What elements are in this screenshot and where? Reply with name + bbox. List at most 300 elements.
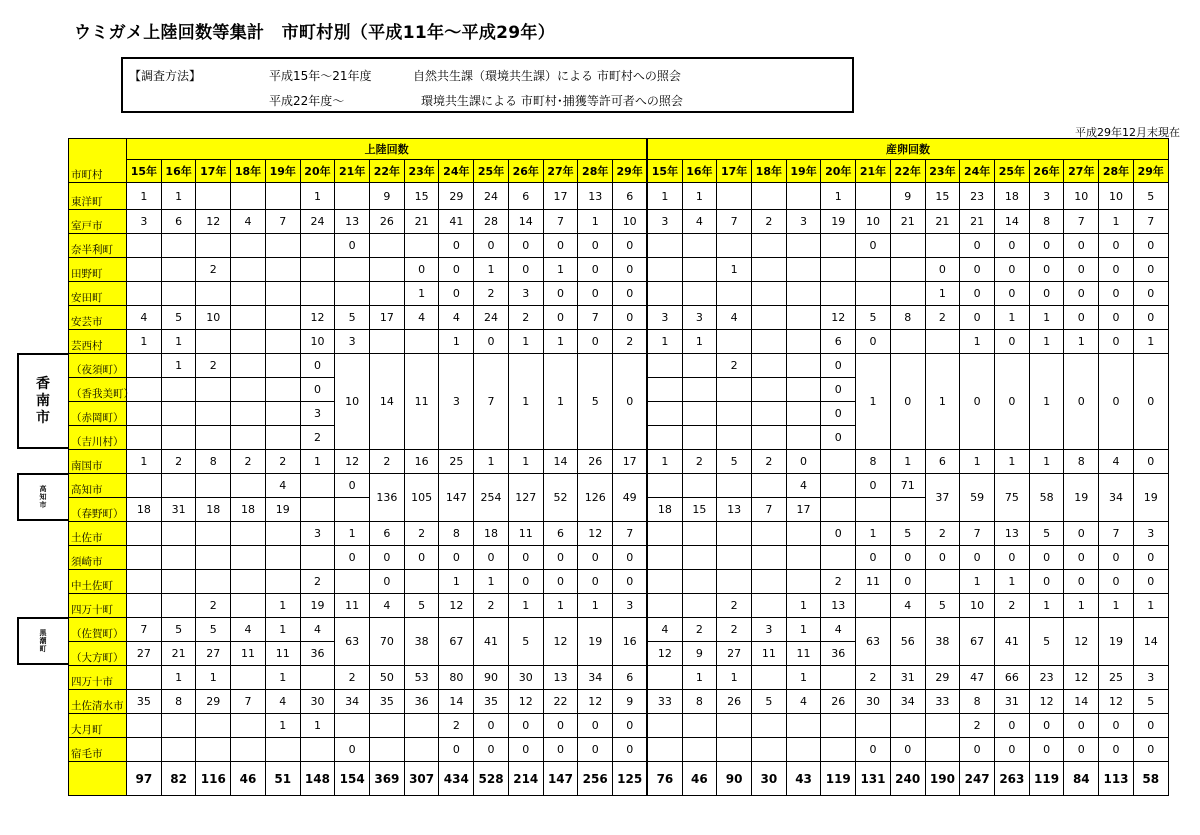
data-cell	[647, 234, 682, 258]
data-cell: 0	[508, 570, 543, 594]
data-cell	[231, 474, 266, 498]
data-cell: 2	[613, 330, 648, 354]
data-cell: 27	[717, 642, 752, 666]
data-cell: 1	[508, 450, 543, 474]
total-cell: 154	[335, 762, 370, 796]
data-cell: 7	[1099, 522, 1134, 546]
data-cell: 9	[370, 183, 405, 210]
municipality-name: 南国市	[69, 450, 127, 474]
data-cell	[717, 714, 752, 738]
data-cell	[196, 426, 231, 450]
group-label: 黒潮町	[39, 629, 47, 653]
data-cell: 0	[300, 354, 335, 378]
data-cell: 1	[1133, 330, 1168, 354]
data-cell: 12	[647, 642, 682, 666]
data-cell: 0	[578, 282, 613, 306]
data-cell: 2	[682, 618, 717, 642]
data-cell: 0	[995, 258, 1030, 282]
data-cell: 59	[960, 474, 995, 522]
data-cell: 7	[1064, 210, 1099, 234]
data-cell: 4	[370, 594, 405, 618]
data-cell	[751, 258, 786, 282]
data-cell: 10	[1064, 183, 1099, 210]
data-cell	[717, 234, 752, 258]
year-header: 28年	[578, 160, 613, 183]
data-cell	[265, 522, 300, 546]
year-header: 25年	[474, 160, 509, 183]
data-cell: 25	[1099, 666, 1134, 690]
data-cell: 0	[613, 570, 648, 594]
year-header: 17年	[717, 160, 752, 183]
year-header: 24年	[960, 160, 995, 183]
data-cell: 28	[474, 210, 509, 234]
data-cell: 7	[717, 210, 752, 234]
data-cell: 0	[1064, 570, 1099, 594]
data-cell: 29	[925, 666, 960, 690]
data-cell	[682, 570, 717, 594]
method-box	[121, 57, 854, 113]
data-cell	[751, 234, 786, 258]
data-cell: 24	[474, 183, 509, 210]
data-cell: 0	[925, 546, 960, 570]
table-row	[69, 330, 1169, 354]
municipality-name: 四万十市	[69, 666, 127, 690]
data-cell	[647, 594, 682, 618]
data-cell: 1	[647, 450, 682, 474]
data-cell	[647, 738, 682, 762]
data-cell	[647, 666, 682, 690]
table-row	[69, 570, 1169, 594]
data-cell	[647, 354, 682, 378]
data-cell	[751, 474, 786, 498]
total-cell: 528	[474, 762, 509, 796]
data-cell	[751, 738, 786, 762]
year-header: 15年	[647, 160, 682, 183]
data-cell: 4	[890, 594, 925, 618]
data-cell: 0	[995, 354, 1030, 450]
data-cell: 0	[1099, 546, 1134, 570]
data-cell: 2	[196, 594, 231, 618]
data-cell	[231, 426, 266, 450]
data-cell: 0	[1099, 258, 1134, 282]
data-cell: 0	[1099, 570, 1134, 594]
data-cell: 1	[821, 183, 856, 210]
data-cell: 1	[647, 330, 682, 354]
year-header: 16年	[161, 160, 196, 183]
data-cell	[231, 714, 266, 738]
data-cell: 19	[578, 618, 613, 666]
data-cell	[300, 474, 335, 498]
table-row	[69, 183, 1169, 210]
municipality-name: 安田町	[69, 282, 127, 306]
data-cell: 41	[474, 618, 509, 666]
data-cell: 7	[127, 618, 162, 642]
data-cell: 14	[995, 210, 1030, 234]
data-cell: 0	[1064, 306, 1099, 330]
year-header: 20年	[300, 160, 335, 183]
data-cell: 8	[856, 450, 891, 474]
data-cell	[231, 282, 266, 306]
municipality-name: 芸西村	[69, 330, 127, 354]
total-cell: 90	[717, 762, 752, 796]
data-cell: 14	[1133, 618, 1168, 666]
data-cell	[925, 570, 960, 594]
total-cell: 148	[300, 762, 335, 796]
data-cell: 29	[196, 690, 231, 714]
data-cell: 2	[508, 306, 543, 330]
data-cell: 2	[474, 282, 509, 306]
data-cell: 5	[890, 522, 925, 546]
total-cell: 119	[1029, 762, 1064, 796]
data-cell: 0	[578, 546, 613, 570]
data-cell: 6	[543, 522, 578, 546]
data-cell: 1	[161, 666, 196, 690]
data-cell: 8	[196, 450, 231, 474]
data-cell: 36	[821, 642, 856, 666]
page-title: ウミガメ上陸回数等集計 市町村別（平成11年～平成29年）	[74, 23, 556, 43]
data-cell: 12	[1029, 690, 1064, 714]
data-cell: 1	[995, 450, 1030, 474]
total-cell: 84	[1064, 762, 1099, 796]
data-cell	[856, 594, 891, 618]
data-cell: 0	[474, 546, 509, 570]
table-row	[69, 666, 1169, 690]
data-cell: 30	[856, 690, 891, 714]
totals-label	[69, 762, 127, 796]
year-header: 18年	[751, 160, 786, 183]
data-cell: 12	[335, 450, 370, 474]
data-cell: 63	[856, 618, 891, 666]
data-cell: 3	[127, 210, 162, 234]
data-cell: 11	[335, 594, 370, 618]
data-cell: 0	[613, 234, 648, 258]
data-cell: 0	[1029, 714, 1064, 738]
data-cell: 18	[474, 522, 509, 546]
data-cell: 70	[370, 618, 405, 666]
data-cell: 0	[856, 546, 891, 570]
data-cell	[682, 474, 717, 498]
data-cell	[682, 258, 717, 282]
data-cell: 0	[1099, 306, 1134, 330]
data-cell: 0	[508, 714, 543, 738]
municipality-name: （春野町）	[69, 498, 127, 522]
data-cell: 0	[1064, 714, 1099, 738]
data-cell: 0	[543, 546, 578, 570]
data-cell	[890, 234, 925, 258]
data-cell: 0	[1064, 258, 1099, 282]
data-cell: 1	[300, 183, 335, 210]
data-cell	[821, 546, 856, 570]
data-cell: 0	[543, 234, 578, 258]
data-cell: 38	[404, 618, 439, 666]
data-cell: 5	[578, 354, 613, 450]
data-cell	[196, 714, 231, 738]
year-header: 25年	[995, 160, 1030, 183]
data-cell	[300, 738, 335, 762]
data-cell	[370, 234, 405, 258]
data-cell: 6	[925, 450, 960, 474]
data-cell: 18	[995, 183, 1030, 210]
data-cell: 8	[960, 690, 995, 714]
data-cell: 4	[786, 690, 821, 714]
total-cell: 256	[578, 762, 613, 796]
data-cell	[127, 354, 162, 378]
municipality-name: 高知市	[69, 474, 127, 498]
totals-row	[69, 762, 1169, 796]
data-cell: 26	[821, 690, 856, 714]
data-cell	[786, 402, 821, 426]
data-cell	[751, 183, 786, 210]
data-cell: 19	[821, 210, 856, 234]
data-cell: 90	[474, 666, 509, 690]
data-cell: 0	[856, 474, 891, 498]
data-cell: 21	[960, 210, 995, 234]
data-cell	[786, 282, 821, 306]
data-cell: 12	[543, 618, 578, 666]
data-cell: 36	[300, 642, 335, 666]
data-cell: 17	[370, 306, 405, 330]
data-cell	[231, 594, 266, 618]
table-row	[69, 210, 1169, 234]
data-cell: 34	[578, 666, 613, 690]
data-cell: 1	[1099, 594, 1134, 618]
data-cell: 1	[265, 594, 300, 618]
data-cell: 0	[786, 450, 821, 474]
data-cell: 31	[995, 690, 1030, 714]
data-cell: 3	[335, 330, 370, 354]
data-cell	[265, 354, 300, 378]
data-cell	[300, 498, 335, 522]
data-cell: 5	[161, 618, 196, 642]
data-cell: 5	[751, 690, 786, 714]
table-row	[69, 738, 1169, 762]
data-cell: 18	[231, 498, 266, 522]
data-cell: 15	[404, 183, 439, 210]
data-cell	[300, 282, 335, 306]
data-cell	[127, 234, 162, 258]
data-cell: 12	[196, 210, 231, 234]
table-row	[69, 594, 1169, 618]
data-cell: 0	[960, 234, 995, 258]
data-cell: 0	[925, 258, 960, 282]
data-cell: 35	[474, 690, 509, 714]
data-cell	[682, 282, 717, 306]
group-label: 高知市	[39, 485, 47, 509]
data-cell: 17	[613, 450, 648, 474]
data-cell	[127, 258, 162, 282]
data-cell	[925, 738, 960, 762]
data-cell	[751, 546, 786, 570]
data-cell: 2	[196, 258, 231, 282]
data-cell	[856, 498, 891, 522]
data-cell	[127, 546, 162, 570]
total-cell: 51	[265, 762, 300, 796]
data-cell: 1	[300, 714, 335, 738]
data-cell: 1	[439, 570, 474, 594]
header-landing: 上陸回数	[127, 139, 648, 160]
data-cell: 0	[995, 234, 1030, 258]
data-cell: 53	[404, 666, 439, 690]
data-cell: 0	[890, 570, 925, 594]
data-cell	[786, 258, 821, 282]
data-cell: 2	[335, 666, 370, 690]
data-cell: 0	[613, 546, 648, 570]
data-cell: 1	[1064, 330, 1099, 354]
data-cell: 0	[995, 714, 1030, 738]
data-cell: 1	[196, 666, 231, 690]
data-cell: 0	[474, 738, 509, 762]
data-cell: 0	[960, 546, 995, 570]
data-cell	[265, 258, 300, 282]
data-cell	[925, 234, 960, 258]
year-header: 21年	[856, 160, 891, 183]
data-cell: 1	[1029, 330, 1064, 354]
data-cell: 5	[196, 618, 231, 642]
data-cell	[821, 738, 856, 762]
data-cell: 9	[890, 183, 925, 210]
data-cell: 0	[508, 738, 543, 762]
data-cell: 0	[1029, 234, 1064, 258]
data-cell	[751, 714, 786, 738]
data-cell: 0	[1029, 546, 1064, 570]
data-cell: 1	[543, 330, 578, 354]
municipality-name: 須崎市	[69, 546, 127, 570]
data-cell	[682, 738, 717, 762]
data-cell: 47	[960, 666, 995, 690]
data-cell: 3	[751, 618, 786, 642]
year-header: 20年	[821, 160, 856, 183]
data-cell: 0	[1133, 234, 1168, 258]
data-cell: 0	[1029, 738, 1064, 762]
data-cell	[231, 234, 266, 258]
data-cell: 0	[890, 546, 925, 570]
data-cell	[821, 474, 856, 498]
data-cell: 3	[300, 522, 335, 546]
data-cell: 2	[821, 570, 856, 594]
data-cell: 10	[335, 354, 370, 450]
data-cell	[751, 426, 786, 450]
data-cell: 10	[856, 210, 891, 234]
data-cell	[786, 306, 821, 330]
total-cell: 82	[161, 762, 196, 796]
data-cell: 6	[370, 522, 405, 546]
data-cell: 36	[404, 690, 439, 714]
total-cell: 116	[196, 762, 231, 796]
municipality-name: 大月町	[69, 714, 127, 738]
data-cell: 1	[856, 522, 891, 546]
data-cell: 147	[439, 474, 474, 522]
data-cell: 2	[925, 522, 960, 546]
data-cell	[717, 378, 752, 402]
total-cell: 190	[925, 762, 960, 796]
data-cell: 5	[1029, 618, 1064, 666]
data-cell: 0	[335, 474, 370, 498]
data-cell: 0	[613, 258, 648, 282]
data-cell: 13	[335, 210, 370, 234]
data-cell: 1	[265, 618, 300, 642]
data-cell	[821, 450, 856, 474]
data-cell: 0	[508, 234, 543, 258]
data-cell: 12	[578, 690, 613, 714]
data-cell	[335, 183, 370, 210]
data-cell: 4	[1099, 450, 1134, 474]
data-cell: 2	[196, 354, 231, 378]
data-cell: 18	[647, 498, 682, 522]
data-cell: 1	[925, 282, 960, 306]
data-cell: 0	[613, 282, 648, 306]
data-cell: 0	[578, 714, 613, 738]
year-header: 21年	[335, 160, 370, 183]
data-cell: 3	[439, 354, 474, 450]
data-cell: 0	[1133, 306, 1168, 330]
data-cell	[717, 522, 752, 546]
data-cell	[925, 714, 960, 738]
data-cell: 26	[717, 690, 752, 714]
data-cell	[786, 714, 821, 738]
method-desc-2: 環境共生課による 市町村･捕獲等許可者への照会	[421, 94, 683, 108]
data-cell: 1	[856, 354, 891, 450]
total-cell: 30	[751, 762, 786, 796]
data-cell: 0	[995, 738, 1030, 762]
data-cell: 11	[508, 522, 543, 546]
data-cell	[647, 714, 682, 738]
data-cell	[127, 666, 162, 690]
data-cell: 21	[890, 210, 925, 234]
data-cell: 10	[1099, 183, 1134, 210]
group-label: 香南市	[36, 375, 50, 426]
data-cell: 1	[439, 330, 474, 354]
data-cell: 8	[890, 306, 925, 330]
data-cell	[300, 546, 335, 570]
data-cell: 12	[1064, 618, 1099, 666]
data-cell: 1	[127, 450, 162, 474]
data-cell: 0	[856, 330, 891, 354]
data-cell: 1	[647, 183, 682, 210]
data-cell: 0	[335, 738, 370, 762]
data-cell: 33	[647, 690, 682, 714]
method-period-2: 平成22年度～	[269, 94, 345, 108]
data-cell: 0	[960, 738, 995, 762]
data-cell: 67	[960, 618, 995, 666]
data-cell: 58	[1029, 474, 1064, 522]
data-cell: 0	[890, 738, 925, 762]
total-cell: 247	[960, 762, 995, 796]
data-cell	[196, 522, 231, 546]
municipality-name: （佐賀町）	[69, 618, 127, 642]
data-cell: 17	[543, 183, 578, 210]
data-cell	[370, 714, 405, 738]
data-cell: 4	[786, 474, 821, 498]
data-cell: 0	[1133, 282, 1168, 306]
data-cell: 3	[647, 306, 682, 330]
data-cell: 0	[439, 282, 474, 306]
data-cell: 6	[613, 666, 648, 690]
as-of-date: 平成29年12月末現在	[1075, 126, 1180, 139]
data-cell: 16	[613, 618, 648, 666]
data-cell: 0	[578, 738, 613, 762]
data-cell: 5	[856, 306, 891, 330]
data-cell: 1	[786, 594, 821, 618]
data-cell: 0	[1064, 234, 1099, 258]
year-header: 24年	[439, 160, 474, 183]
data-cell	[404, 234, 439, 258]
data-cell: 1	[508, 594, 543, 618]
data-cell	[717, 330, 752, 354]
data-cell: 63	[335, 618, 370, 666]
data-cell: 9	[682, 642, 717, 666]
total-cell: 46	[231, 762, 266, 796]
data-cell: 7	[613, 522, 648, 546]
